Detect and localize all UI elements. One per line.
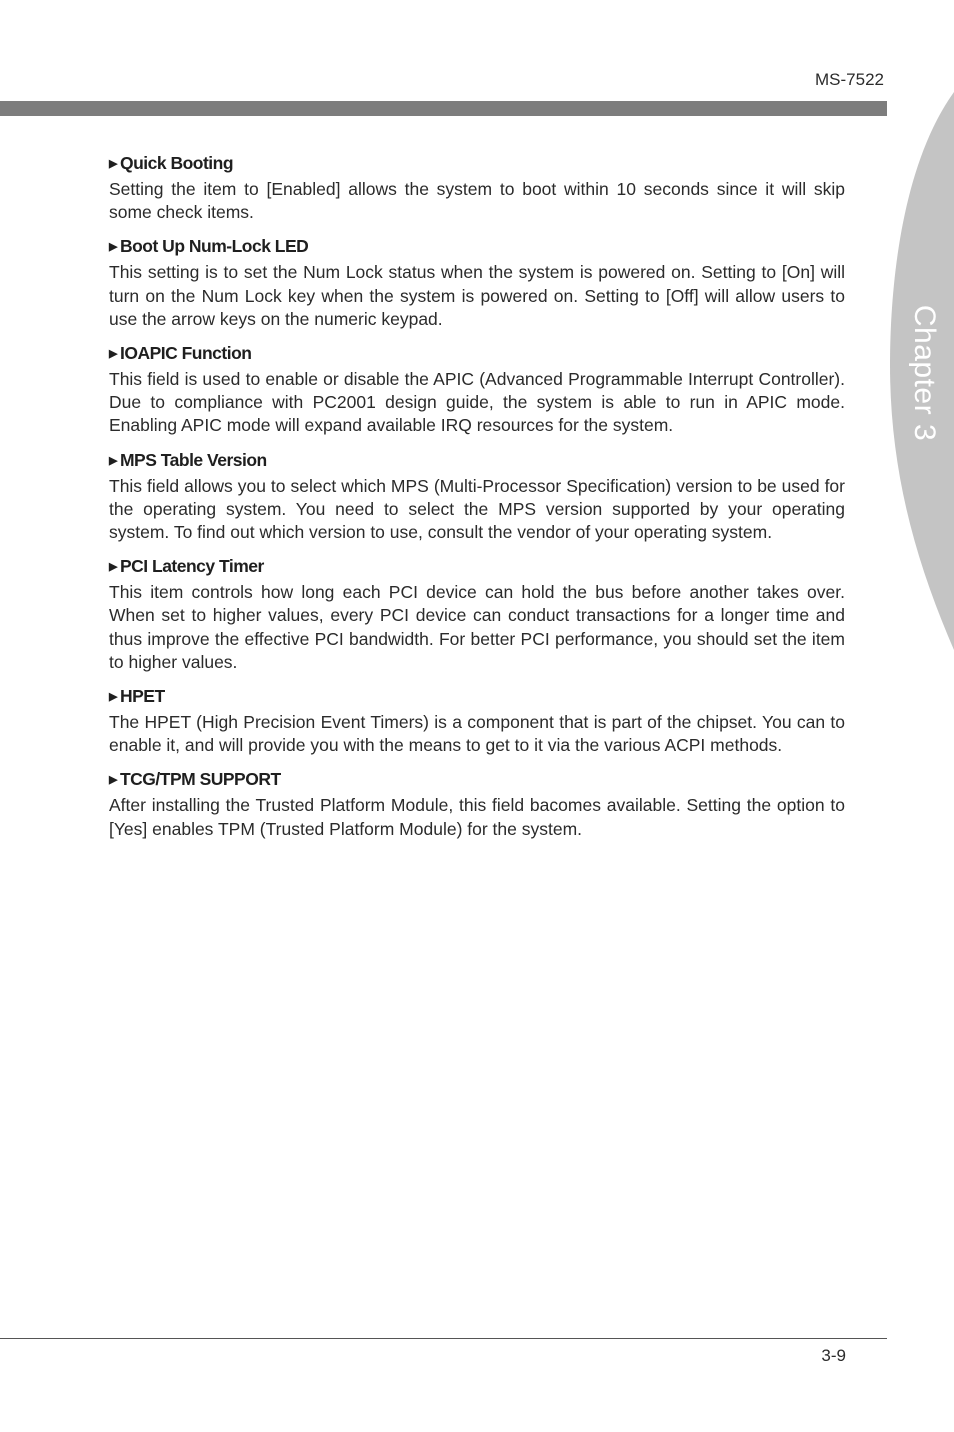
bullet-arrow-icon: ▶ [109, 561, 117, 574]
setting-title-text: Quick Booting [119, 153, 234, 173]
bullet-arrow-icon: ▶ [109, 454, 117, 467]
bullet-arrow-icon: ▶ [109, 348, 117, 361]
bullet-arrow-icon: ▶ [109, 158, 117, 170]
bullet-arrow-icon: ▶ [109, 774, 117, 787]
bullet-arrow-icon: ▶ [109, 691, 117, 704]
setting-title-text: MPS Table Version [119, 449, 267, 470]
setting-item [109, 342, 845, 438]
setting-title-text: PCI Latency Timer [119, 556, 264, 577]
setting-title [109, 768, 845, 791]
page-number: 3-9 [821, 1346, 846, 1365]
setting-title [109, 152, 845, 175]
setting-title-text: IOAPIC Function [119, 343, 252, 364]
setting-description: This setting is to set the Num Lock status when the system is powered on. Setting to [On] will turn on the Num Lock key when the system is powered on. Setting to [Off] will allow users to use the arrow keys on the numeric keypad. [109, 262, 845, 329]
setting-title [109, 342, 845, 365]
setting-item [109, 152, 845, 224]
setting-description: This field is used to enable or disable the APIC (Advanced Programmable Interrupt Controller). Due to compliance with PC2001 design guide, the system is able to run in APIC mode. Enabling APIC mode will expand available IRQ resources for the system. [109, 369, 845, 436]
footer-divider [0, 1338, 887, 1339]
chapter-label: Chapter 3 [908, 304, 941, 442]
bullet-arrow-icon: ▶ [109, 241, 117, 254]
setting-description: The HPET (High Precision Event Timers) is a component that is part of the chipset. You can to enable it, and will provide you with the means to get to it via the various ACPI methods. [109, 712, 845, 756]
setting-description: This item controls how long each PCI device can hold the bus before another takes over. When set to higher values, every PCI device can conduct transactions for a longer time and thus improve the effective PCI bandwidth. For better PCI performance, you should set the item to higher values. [109, 582, 845, 672]
setting-title [109, 235, 845, 258]
setting-title [109, 555, 845, 578]
setting-item [109, 555, 845, 674]
setting-title-text: HPET [119, 686, 165, 707]
setting-title [109, 685, 845, 708]
setting-item [109, 235, 845, 331]
setting-description: Setting the item to [Enabled] allows the system to boot within 10 seconds since it will skip some check items. [109, 179, 845, 223]
setting-title-text: TCG/TPM SUPPORT [119, 769, 281, 790]
setting-description: This field allows you to select which MPS (Multi-Processor Specification) version to be used for the operating system. You need to select the MPS version supported by your operating system. To find out which version to use, consult the vendor of your operating system. [109, 475, 845, 543]
setting-item [109, 449, 845, 545]
setting-title-text: Boot Up Num-Lock LED [119, 236, 309, 257]
setting-item [109, 685, 845, 757]
setting-description: After installing the Trusted Platform Module, this field bacomes available. Setting the option to [Yes] enables TPM (Trusted Platform Module) for the system. [109, 795, 845, 839]
setting-title [109, 449, 845, 472]
model-number: MS-7522 [815, 70, 884, 89]
setting-item [109, 768, 845, 840]
settings-list [109, 152, 845, 852]
